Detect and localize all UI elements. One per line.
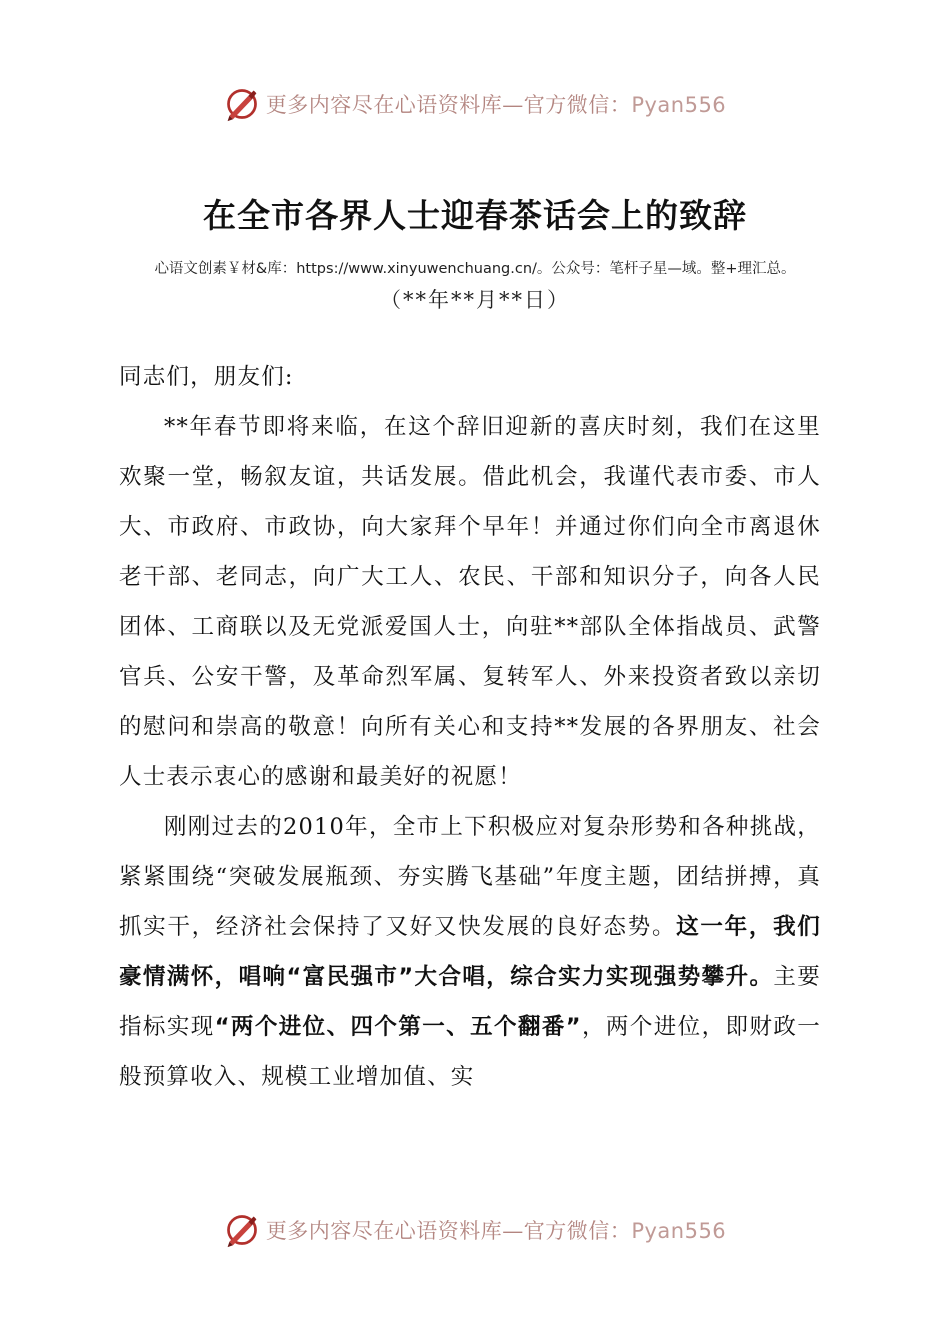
paragraph-2-bold-2: “两个进位、四个第一、五个翻番”: [214, 1014, 582, 1040]
paragraph-2-bold-1: 这一年，我们豪情满怀，唱响“富民强市”大合唱，综合实力实现强势攀升。: [119, 914, 821, 990]
paragraph-1: **年春节即将来临，在这个辞旧迎新的喜庆时刻，我们在这里欢聚一堂，畅叙友谊，共话发展。借此机会，我谨代表市委、市人大、市政府、市政协，向大家拜个早年！并通过你们向全市离退休老干部、老同志，向广大工人、农民、干部和知识分子，向各人民团体、工商联以及无党派爱国人士，向驻**部队全体指战员、武警官兵、公安干警，及革命烈军属、复转军人、外来投资者致以亲切的慰问和崇高的敬意！向所有关心和支持**发展的各界朋友、社会人士表示衷心的感谢和最美好的祝愿！: [119, 414, 821, 790]
paragraph-2: [119, 802, 821, 1102]
watermark-banner-bottom: [0, 1210, 950, 1250]
watermark-text: 更多内容尽在心语资料库—官方微信：Pyan556: [265, 93, 727, 117]
document-title: 在全市各界人士迎春茶话会上的致辞: [203, 196, 747, 235]
pen-logo-icon: [224, 86, 260, 122]
document-date: （**年**月**日）: [380, 288, 570, 312]
pen-logo-icon: [224, 1212, 260, 1248]
watermark-banner-top: [0, 84, 950, 124]
source-note: 心语文创素￥材&库：https://www.xinyuwenchuang.cn/。公众号：笔杆子星—域。整+理汇总。: [154, 261, 796, 277]
document-body: [119, 352, 821, 1102]
watermark-text: 更多内容尽在心语资料库—官方微信：Pyan556: [265, 1219, 727, 1243]
paragraph-2-end: ，两个进位，即财政一般预算收入、规模工业增加值、实: [119, 1014, 821, 1090]
paragraph-2-mid: 主要指标实现: [119, 964, 821, 1040]
paragraph-2-intro: 刚刚过去的2010年，全市上下积极应对复杂形势和各种挑战，紧紧围绕“突破发展瓶颈、夯实腾飞基础”年度主题，团结拼搏，真抓实干，经济社会保持了又好又快发展的良好态势。: [119, 814, 821, 940]
greeting: 同志们，朋友们:: [119, 364, 294, 390]
